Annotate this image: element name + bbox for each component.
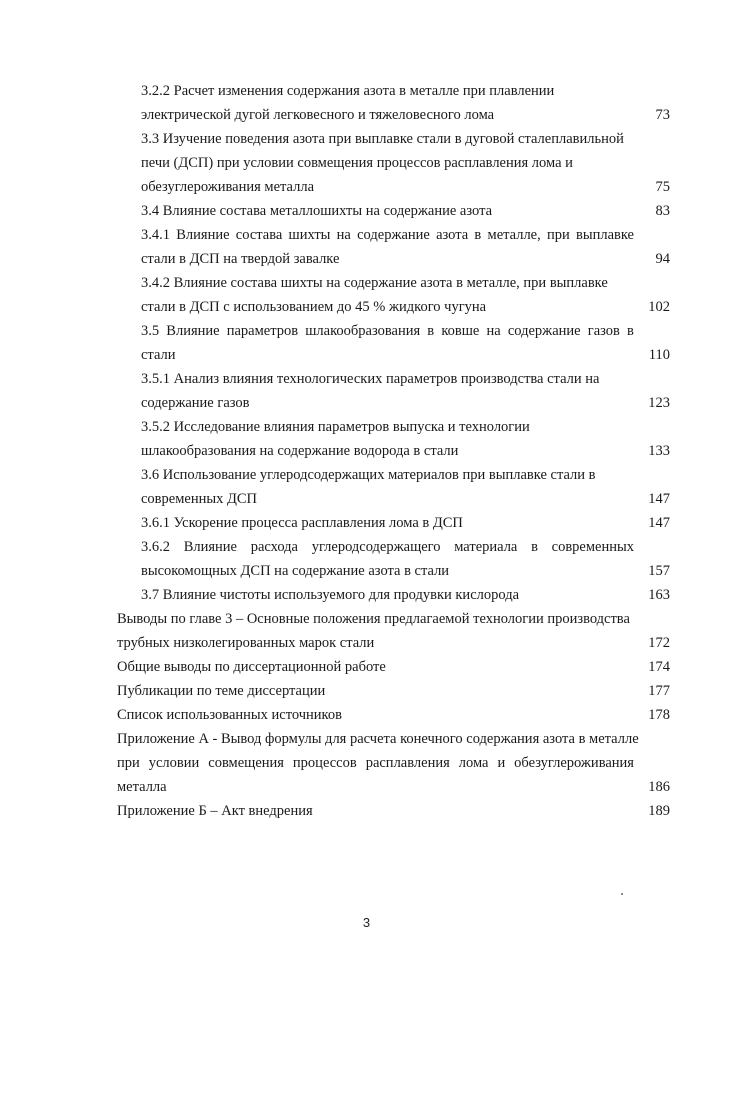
toc-word: и	[497, 755, 506, 771]
toc-word: совмещения	[208, 755, 284, 771]
toc-page-number: 123	[648, 395, 670, 411]
toc-word: выплавке	[576, 227, 634, 243]
toc-word: обезуглероживания	[514, 755, 634, 771]
toc-word: в	[531, 539, 538, 555]
toc-word: расхода	[250, 539, 298, 555]
toc-word: Влияние	[166, 323, 220, 339]
toc-line: Выводы по главе 3 – Основные положения предлагаемой технологии производства	[117, 611, 630, 627]
toc-word: содержание	[507, 323, 581, 339]
toc-line: Список использованных источников	[117, 707, 342, 723]
toc-line: стали	[141, 347, 176, 363]
toc-word: состава	[235, 227, 283, 243]
toc-word: параметров	[226, 323, 299, 339]
toc-word: в	[427, 323, 435, 339]
toc-line: 3.3 Изучение поведения азота при выплавке стали в дуговой сталеплавильной	[141, 131, 624, 147]
toc-line: обезуглероживания металла	[141, 179, 315, 195]
toc-word: современных	[551, 539, 634, 555]
toc-word: 3.6.2	[141, 539, 170, 555]
toc-word: 3.5	[141, 323, 160, 339]
toc-word: при	[117, 755, 140, 771]
toc-word: на	[486, 323, 501, 339]
toc-line: 3.5.1 Анализ влияния технологических параметров производства стали на	[141, 371, 600, 387]
toc-page-number: 83	[655, 203, 670, 219]
toc-line: 3.7 Влияние чистоты используемого для продувки кислорода	[141, 587, 520, 603]
toc-page-number: 73	[655, 107, 670, 123]
toc-page-number: 172	[648, 635, 670, 651]
toc-line: металла	[117, 779, 167, 795]
toc-page-number: 177	[648, 683, 670, 699]
toc-page-number: 147	[648, 491, 670, 507]
toc-word: углеродсодержащего	[311, 539, 441, 555]
toc-line: Общие выводы по диссертационной работе	[117, 659, 386, 675]
toc-line: стали в ДСП на твердой завалке	[141, 251, 340, 267]
toc-line: печи (ДСП) при условии совмещения процессов расплавления лома и	[141, 155, 573, 171]
scan-speck	[621, 893, 623, 895]
toc-page-number: 189	[648, 803, 670, 819]
toc-line: Публикации по теме диссертации	[117, 683, 326, 699]
toc-page-number: 102	[648, 299, 670, 315]
toc-line: высокомощных ДСП на содержание азота в стали	[141, 563, 450, 579]
toc-word: металле,	[487, 227, 541, 243]
toc-line: 3.6.1 Ускорение процесса расплавления лома в ДСП	[141, 515, 463, 531]
toc-word: азота	[436, 227, 469, 243]
page-number: 3	[362, 915, 371, 930]
toc-word: газов	[587, 323, 620, 339]
toc-page-number: 157	[648, 563, 670, 579]
toc-line-justified	[117, 751, 634, 775]
toc-line: шлакообразования на содержание водорода в стали	[141, 443, 459, 459]
toc-line: содержание газов	[141, 395, 250, 411]
toc-word: в	[627, 323, 634, 339]
toc-line-justified	[141, 535, 634, 559]
toc-word: при	[546, 227, 570, 243]
toc-page-number: 94	[655, 251, 670, 267]
toc-line: стали в ДСП с использованием до 45 % жидкого чугуна	[141, 299, 487, 315]
toc-line-justified	[141, 319, 634, 343]
toc-word: в	[474, 227, 482, 243]
toc-page-number: 147	[648, 515, 670, 531]
toc-word: шихты	[288, 227, 331, 243]
toc-word: шлакообразования	[305, 323, 421, 339]
toc-line: 3.4.2 Влияние состава шихты на содержание азота в металле, при выплавке	[141, 275, 608, 291]
toc-page-number: 75	[655, 179, 670, 195]
toc-word: лома	[458, 755, 489, 771]
toc-page-number: 163	[648, 587, 670, 603]
toc-line: 3.4 Влияние состава металлошихты на содержание азота	[141, 203, 493, 219]
toc-line-justified	[141, 223, 634, 247]
toc-line: 3.6 Использование углеродсодержащих материалов при выплавке стали в	[141, 467, 596, 483]
toc-line: электрической дугой легковесного и тяжеловесного лома	[141, 107, 495, 123]
toc-page-number: 110	[648, 347, 670, 363]
toc-page-number: 178	[648, 707, 670, 723]
toc-word: 3.4.1	[141, 227, 170, 243]
toc-line: Приложение А - Вывод формулы для расчета конечного содержания азота в металле	[117, 731, 639, 747]
toc-word: ковше	[441, 323, 480, 339]
toc-word: условии	[148, 755, 200, 771]
toc-line: современных ДСП	[141, 491, 257, 507]
toc-line: Приложение Б – Акт внедрения	[117, 803, 313, 819]
toc-word: процессов	[292, 755, 357, 771]
toc-line: трубных низколегированных марок стали	[117, 635, 375, 651]
toc-word: материала	[454, 539, 518, 555]
toc-line: 3.2.2 Расчет изменения содержания азота в металле при плавлении	[141, 83, 555, 99]
toc-page-number: 133	[648, 443, 670, 459]
toc-word: расплавления	[365, 755, 450, 771]
toc-word: на	[336, 227, 351, 243]
toc-word: содержание	[357, 227, 430, 243]
toc-word: Влияние	[183, 539, 237, 555]
toc-word: Влияние	[176, 227, 230, 243]
toc-line: 3.5.2 Исследование влияния параметров выпуска и технологии	[141, 419, 530, 435]
toc-page-number: 186	[648, 779, 670, 795]
toc-page-number: 174	[648, 659, 670, 675]
